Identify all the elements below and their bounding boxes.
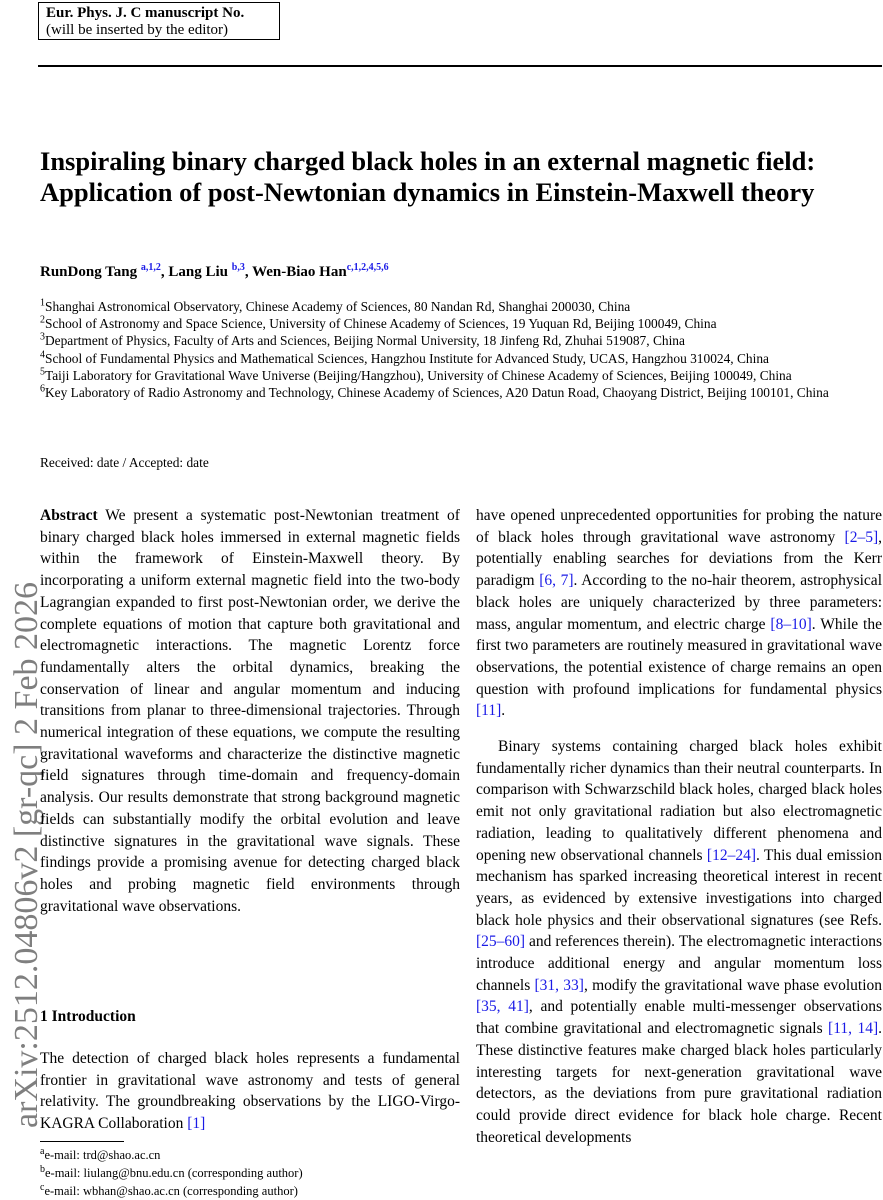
footnote [40,1146,460,1164]
affiliation-text: Department of Physics, Faculty of Arts and Sciences, Beijing Normal University, 18 Jinfeng Rd, Zhuhai 519087, China [45,333,685,349]
right-column [476,505,882,1148]
intro-text: . [501,702,506,720]
left-column [40,505,460,917]
affiliation-number: 2 [40,314,45,326]
intro-text: . According to the no-hair theorem, astrophysical black holes are uniquely characterized by three parameters: mass, angular momentum, and electric charge [476,572,882,633]
header-rule [38,65,882,67]
author-superscript[interactable]: a,1,2 [140,262,161,273]
affiliation [40,298,880,315]
author-superscript[interactable]: b,3 [231,262,245,273]
intro-text: The detection of charged black holes represents a fundamental frontier in gravitational wave astronomy and tests of general relativity. The groundbreaking observations by the LIGO-Virgo-KAGRA Collaboration [40,1050,460,1133]
affiliation [40,350,880,367]
citation-link[interactable]: [6, 7] [539,572,574,590]
journal-name: Eur. Phys. J. C manuscript No. [46,5,245,21]
footnote-text: e-mail: trd@shao.ac.cn [44,1148,161,1162]
affiliation-list [40,298,880,401]
intro-left-text [40,1048,460,1135]
footnote-text: e-mail: wbhan@shao.ac.cn (corresponding author) [44,1184,298,1198]
intro-text: , modify the gravitational wave phase evolution [583,976,882,994]
footnote-rule [40,1141,124,1142]
intro-text: , and potentially enable multi-messenger observations that combine gravitational and electromagnetic signals [476,998,882,1038]
footnote [40,1182,460,1200]
footnote [40,1164,460,1182]
affiliation-text: School of Astronomy and Space Science, University of Chinese Academy of Sciences, 19 Yuquan Rd, Beijing 100049, China [45,316,717,332]
intro-paragraph-1-continued [476,505,882,722]
intro-paragraph-2 [476,736,882,1148]
intro-paragraph-1 [40,1048,460,1135]
intro-text: Binary systems containing charged black holes exhibit fundamentally richer dynamics than their neutral counterparts. In comparison with Schwarzschild black holes, charged black holes emit not only gravitational radiation but also electromagnetic radiation, leading to qualitatively different phenomena and opening new observational channels [476,738,882,864]
affiliation [40,384,880,401]
paper-title: Inspiraling binary charged black holes in an external magnetic field: Application of post-Newtonian dynamics in Einstein-Maxwell theory [40,146,816,207]
intro-text: have opened unprecedented opportunities for probing the nature of black holes through gravitational wave astronomy [476,507,882,546]
received-date: Received: date / Accepted: date [40,455,209,470]
affiliation-text: Key Laboratory of Radio Astronomy and Technology, Chinese Academy of Sciences, A20 Datun Road, Chaoyang District, Beijing 100101, China [45,385,829,401]
intro-text: . This dual emission mechanism has sparked increasing theoretical interest in recent years, as evidenced by extensive investigations into charged black hole physics and their observational signatures (see Refs. [476,846,882,929]
author-name: Lang Liu [168,264,229,280]
intro-text: , potentially enabling searches for deviations from the Kerr paradigm [476,528,882,590]
affiliation [40,315,880,332]
affiliation-number: 4 [40,349,45,361]
affiliation-number: 1 [40,297,45,309]
author-name: Wen-Biao Han [252,264,347,280]
footnote-mark: c [40,1181,45,1193]
author-list: RunDong Tang $^{a,1,2}$, Lang Liu $^{b,3}$, Wen-Biao Han$^{c,1,2,4,5,6}$ [40,262,389,280]
affiliation [40,332,880,349]
affiliation-number: 6 [40,383,45,395]
citation-link[interactable]: [11] [476,702,502,720]
citation-link[interactable]: [1] [187,1115,206,1133]
footnotes [40,1146,460,1200]
arxiv-stamp: arXiv:2512.04806v2 [gr-qc] 2 Feb 2026 [8,581,45,1128]
affiliation-text: Shanghai Astronomical Observatory, Chinese Academy of Sciences, 80 Nandan Rd, Shanghai 200030, China [45,299,631,314]
journal-header-box [38,2,280,40]
footnote-text: e-mail: liulang@bnu.edu.cn (corresponding author) [45,1166,303,1180]
citation-link[interactable]: [12–24] [706,846,756,864]
citation-link[interactable]: [31, 33] [534,976,584,994]
citation-link[interactable]: [25–60] [476,933,526,951]
section-heading-introduction: 1 Introduction [40,1008,136,1025]
abstract-label: Abstract [40,507,98,524]
abstract-text: We present a systematic post-Newtonian treatment of binary charged black holes immersed in external magnetic fields within the framework of Einstein-Maxwell theory. By incorporating a uniform external magnetic field into the two-body Lagrangian expanded to first post-Newtonian order, we derive the complete equations of motion that capture both gravitational and electromagnetic interactions. The magnetic Lorentz force fundamentally alters the orbital dynamics, breaking the conservation of linear and angular momentum and inducing transitions from planar to three-dimensional trajectories. Through numerical integration of these equations, we compute the resulting gravitational waveforms and characterize the distinctive magnetic field signatures through time-domain and frequency-domain analysis. Our results demonstrate that strong background magnetic fields can substantially modify the orbital evolution and leave distinctive signatures in the gravitational wave signals. These findings provide a promising avenue for detecting charged black holes and probing magnetic field environments through gravitational wave observations. [40,507,460,915]
author-superscript[interactable]: c,1,2,4,5,6 [346,262,389,273]
citation-link[interactable]: [11, 14] [828,1020,879,1038]
affiliation-number: 3 [40,331,45,343]
citation-link[interactable]: [8–10] [770,615,812,633]
editor-note: (will be inserted by the editor) [46,22,229,38]
footnote-mark: b [40,1163,45,1175]
author-name: RunDong Tang [40,264,138,280]
intro-text: . These distinctive features make charged black holes particularly interesting targets for next-generation gravitational wave detectors, as the deviations from pure gravitational radiation could provide direct evidence for black hole charge. Recent theoretical developments [476,1020,882,1146]
affiliation-text: Taiji Laboratory for Gravitational Wave Universe (Beijing/Hangzhou), University of Chinese Academy of Sciences, Beijing 100049, China [45,367,792,383]
citation-link[interactable]: [35, 41] [476,998,529,1016]
affiliation-text: School of Fundamental Physics and Mathematical Sciences, Hangzhou Institute for Advanced Study, UCAS, Hangzhou 310024, China [45,350,769,366]
affiliation-number: 5 [40,366,45,378]
citation-link[interactable]: [2–5] [844,528,879,546]
footnote-mark: a [40,1145,45,1157]
affiliation [40,367,880,384]
abstract [40,505,460,917]
intro-text: and references therein). The electromagnetic interactions introduce additional energy and angular momentum loss channels [476,933,882,994]
intro-text: . While the first two parameters are routinely measured in gravitational wave observations, the potential existence of charge remains an open question with profound implications for fundamental physics [476,615,882,698]
